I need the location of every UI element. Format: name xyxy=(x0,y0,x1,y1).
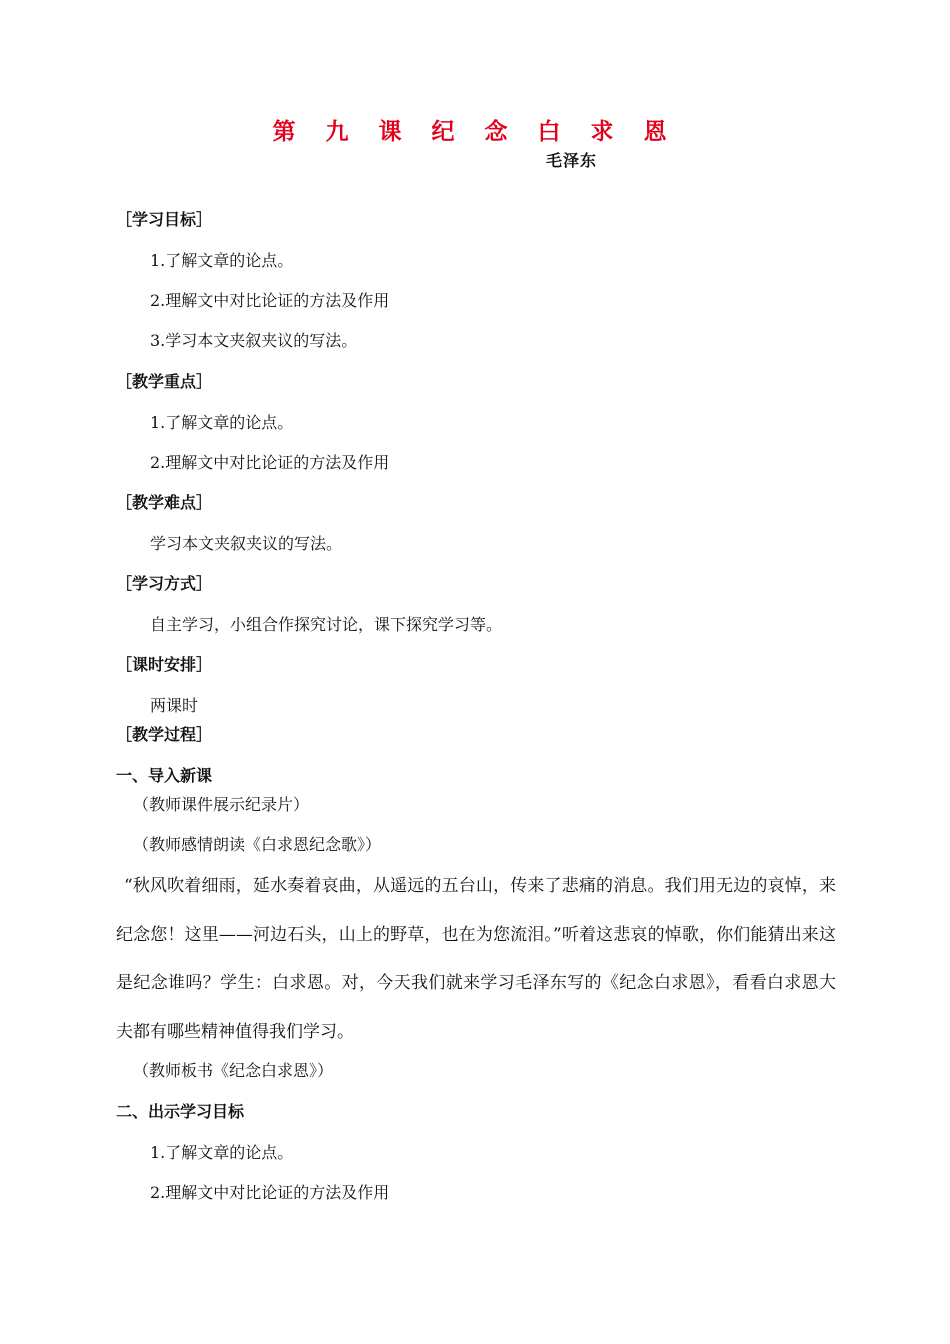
difficulties-text: 学习本文夹叙夹议的写法。 xyxy=(150,534,343,553)
part1-note-documentary: （教师课件展示纪录片） xyxy=(133,795,310,814)
methods-heading: ［学习方式］ xyxy=(116,574,213,593)
part2-item-2: 2.理解文中对比论证的方法及作用 xyxy=(150,1183,390,1202)
goal-item-2: 2.理解文中对比论证的方法及作用 xyxy=(150,291,390,310)
part2-heading: 二、出示学习目标 xyxy=(116,1102,245,1121)
difficulties-heading: ［教学难点］ xyxy=(116,493,213,512)
author-name: 毛泽东 xyxy=(546,151,598,170)
part1-heading: 一、导入新课 xyxy=(116,766,213,785)
part2-item-1: 1.了解文章的论点。 xyxy=(150,1143,294,1162)
goals-heading: ［学习目标］ xyxy=(116,210,213,229)
goal-item-3: 3.学习本文夹叙夹议的写法。 xyxy=(150,331,358,350)
goal-item-1: 1.了解文章的论点。 xyxy=(150,251,294,270)
intro-paragraph: “秋风吹着细雨，延水奏着哀曲，从遥远的五台山，传来了悲痛的消息。我们用无边的哀悼，来纪念您！这里——河边石头，山上的野草，也在为您流泪。”听着这悲哀的悼歌，你们能猜出来这是纪念谁吗？学生：白求恩。对，今天我们就来学习毛泽东写的《纪念白求恩》，看看白求恩大夫都有哪些精神值得我们学习。 xyxy=(116,876,836,1042)
schedule-heading: ［课时安排］ xyxy=(116,655,213,674)
process-heading: ［教学过程］ xyxy=(116,725,213,744)
schedule-text: 两课时 xyxy=(150,696,199,715)
key-point-item-1: 1.了解文章的论点。 xyxy=(150,413,294,432)
part1-note-board: （教师板书《纪念白求恩》） xyxy=(133,1061,334,1080)
part1-note-reading: （教师感情朗读《白求恩纪念歌》） xyxy=(133,835,382,854)
methods-text: 自主学习，小组合作探究讨论，课下探究学习等。 xyxy=(150,615,503,634)
lesson-title: 第 九 课 纪 念 白 求 恩 xyxy=(272,119,678,145)
key-points-heading: ［教学重点］ xyxy=(116,372,213,391)
key-point-item-2: 2.理解文中对比论证的方法及作用 xyxy=(150,453,390,472)
